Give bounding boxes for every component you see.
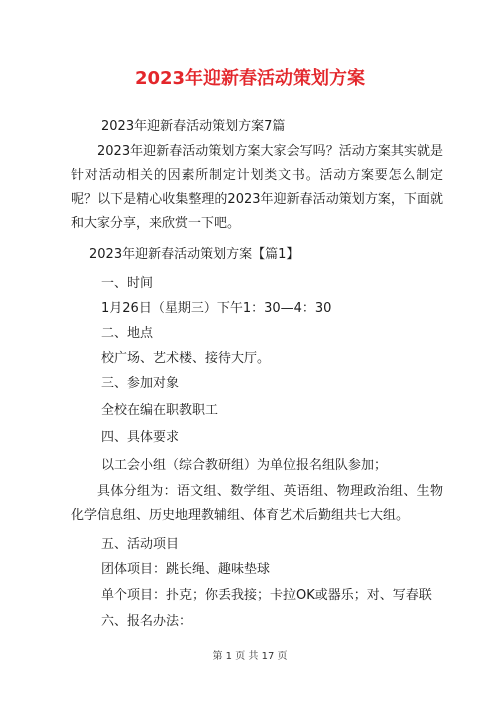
- list-item: 四、具体要求: [101, 430, 180, 445]
- list-item: 单个项目：扑克；你丢我接；卡拉OK或器乐；对、写春联: [101, 588, 432, 603]
- document-subtitle: 2023年迎新春活动策划方案7篇: [101, 119, 286, 134]
- list-item: 五、活动项目: [101, 537, 180, 552]
- group-paragraph: 具体分组为：语文组、数学组、英语组、物理政治组、生物化学信息组、历史地理教辅组、体育艺术后勤组共七大组。: [71, 484, 443, 523]
- document-title: 2023年迎新春活动策划方案: [134, 68, 366, 89]
- list-item: 校广场、艺术楼、接待大厅。: [101, 351, 271, 366]
- intro-paragraph: 2023年迎新春活动策划方案大家会写吗？活动方案其实就是针对活动相关的因素所制定计划类文书。活动方案要怎么制定呢？以下是精心收集整理的2023年迎新春活动策划方案，下面就和大家分享，来欣赏一下吧。: [71, 144, 443, 231]
- list-item: 1月26日（星期三）下午1：30—4：30: [101, 301, 332, 316]
- list-item: 以工会小组（综合教研组）为单位报名组队参加；: [101, 458, 388, 473]
- list-item: 二、地点: [101, 326, 154, 341]
- list-item: 团体项目：跳长绳、趣味垫球: [101, 562, 271, 577]
- list-item: 三、参加对象: [101, 376, 180, 391]
- list-item: 六、报名办法：: [101, 614, 193, 629]
- section-heading: 2023年迎新春活动策划方案【篇1】: [89, 247, 300, 262]
- list-item: 全校在编在职教职工: [101, 403, 219, 418]
- list-item: 一、时间: [101, 276, 154, 291]
- page-indicator: 第 1 页 共 17 页: [212, 651, 288, 662]
